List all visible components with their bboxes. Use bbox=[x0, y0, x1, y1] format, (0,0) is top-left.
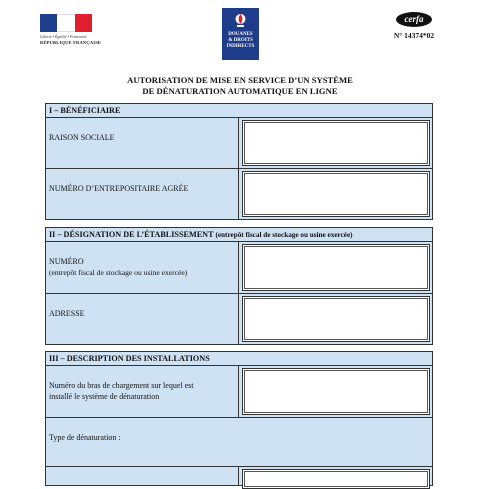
section-beneficiaire-header bbox=[45, 103, 433, 118]
douanes-text bbox=[222, 32, 259, 50]
next-row bbox=[45, 466, 433, 486]
numero-row bbox=[45, 241, 433, 294]
section-title: I – BÉNÉFICIAIRE bbox=[49, 106, 121, 115]
entrepositaire-label: NUMÉRO D’ENTREPOSITAIRE AGRÉE bbox=[49, 184, 189, 193]
bras-chargement-line: installé le système de dénaturation bbox=[49, 392, 160, 401]
numero-field[interactable] bbox=[242, 244, 430, 291]
douanes-line: & DROITS bbox=[228, 38, 253, 43]
divider bbox=[238, 169, 239, 219]
type-denaturation-label: Type de dénaturation : bbox=[49, 433, 121, 442]
adresse-field[interactable] bbox=[242, 296, 430, 342]
divider bbox=[238, 366, 239, 417]
douanes-logo bbox=[222, 8, 259, 60]
entrepositaire-field[interactable] bbox=[242, 171, 430, 217]
numero-label-main: NUMÉRO bbox=[49, 257, 84, 266]
divider bbox=[238, 294, 239, 344]
form-title bbox=[60, 75, 420, 97]
form-title-line: DE DÉNATURATION AUTOMATIQUE EN LIGNE bbox=[142, 86, 338, 96]
adresse-label: ADRESSE bbox=[49, 309, 85, 318]
type-denaturation-row bbox=[45, 417, 433, 467]
republique-francaise-logo bbox=[40, 14, 102, 50]
numero-label bbox=[49, 256, 187, 278]
numero-label-note: (entrepôt fiscal de stockage ou usine exercée) bbox=[49, 268, 188, 277]
rf-motto: Liberté • Égalité • Fraternité bbox=[40, 34, 87, 39]
section-installations-header bbox=[45, 351, 433, 366]
entrepositaire-row bbox=[45, 168, 433, 220]
divider bbox=[238, 467, 239, 485]
divider bbox=[238, 118, 239, 168]
adresse-row bbox=[45, 293, 433, 345]
raison-sociale-label: RAISON SOCIALE bbox=[49, 133, 115, 142]
raison-sociale-field[interactable] bbox=[242, 120, 430, 166]
bras-chargement-field[interactable] bbox=[242, 368, 430, 415]
divider bbox=[238, 242, 239, 293]
cerfa-number: N° 14374*02 bbox=[393, 31, 435, 40]
douanes-line: INDIRECTS bbox=[226, 44, 255, 49]
section-title: II – DÉSIGNATION DE L’ÉTABLISSEMENT bbox=[49, 230, 214, 239]
bras-chargement-label bbox=[49, 380, 193, 402]
douanes-line: DOUANES bbox=[228, 32, 253, 37]
section-title-note: (entrepôt fiscal de stockage ou usine exercée) bbox=[215, 231, 353, 239]
bras-chargement-row bbox=[45, 365, 433, 418]
bras-chargement-line: Numéro du bras de chargement sur lequel est bbox=[49, 381, 194, 390]
cerfa-logo: cerfa bbox=[396, 12, 432, 27]
douanes-emblem-icon bbox=[234, 12, 247, 28]
section-etablissement-header bbox=[45, 227, 433, 242]
form-title-line: AUTORISATION DE MISE EN SERVICE D’UN SYSTÈME bbox=[127, 75, 353, 85]
section-title: III – DESCRIPTION DES INSTALLATIONS bbox=[49, 354, 210, 363]
rf-name: RÉPUBLIQUE FRANÇAISE bbox=[40, 40, 102, 45]
marianne-flag-icon bbox=[40, 14, 92, 32]
raison-sociale-row bbox=[45, 117, 433, 169]
next-field[interactable] bbox=[242, 469, 430, 489]
